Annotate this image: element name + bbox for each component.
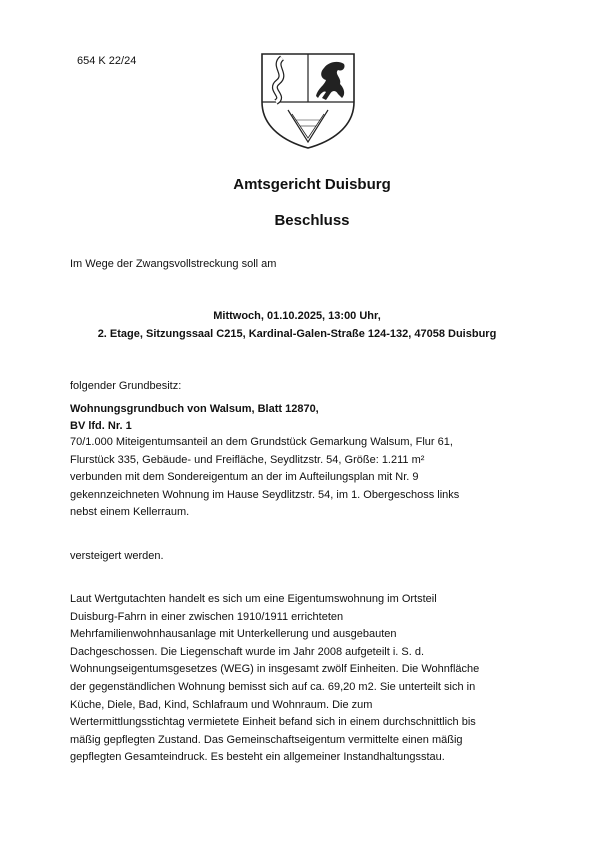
valuation-line: Duisburg-Fahrn in einer zwischen 1910/1911 errichteten [70,610,344,623]
valuation-line: der gegenständlichen Wohnung bemisst sich auf ca. 69,20 m2. Sie unterteilt sich in [70,680,476,693]
valuation-paragraph [70,591,530,767]
document-title: Beschluss [274,212,350,229]
property-line: nebst einem Kellerraum. [70,506,190,519]
coat-of-arms-icon [258,50,358,150]
valuation-line: Wohnungseigentumsgesetzes (WEG) in insgesamt zwölf Einheiten. Die Wohnfläche [70,663,480,676]
property-line: gekennzeichneten Wohnung im Hause Seydlitzstr. 54, im 1. Obergeschoss links [70,488,460,501]
valuation-line: Dachgeschossen. Die Liegenschaft wurde im Jahr 2008 aufgeteilt i. S. d. [70,645,425,658]
grundbuch-line: Wohnungsgrundbuch von Walsum, Blatt 12870, [70,403,319,415]
court-name: Amtsgericht Duisburg [233,176,391,193]
property-intro: folgender Grundbesitz: [70,380,182,392]
property-line: verbunden mit dem Sondereigentum an der im Aufteilungsplan mit Nr. 9 [70,471,419,484]
intro-text: Im Wege der Zwangsvollstreckung soll am [70,258,277,270]
property-line: 70/1.000 Miteigentumsanteil an dem Grundstück Gemarkung Walsum, Flur 61, [70,436,453,448]
valuation-line: mäßig gepflegten Zustand. Das Gemeinschaftseigentum vermittelte einen mäßig [70,733,463,746]
valuation-line: gepflegten Gesamteindruck. Es besteht ein allgemeiner Instandhaltungsstau. [70,751,445,764]
date-line: Mittwoch, 01.10.2025, 13:00 Uhr, [213,310,381,322]
valuation-line: Laut Wertgutachten handelt es sich um eine Eigentumswohnung im Ortsteil [70,593,437,605]
property-description [70,434,530,522]
bv-line: BV lfd. Nr. 1 [70,420,132,432]
auction-text: versteigert werden. [70,550,164,562]
property-line: Flurstück 335, Gebäude- und Freifläche, Seydlitzstr. 54, Größe: 1.211 m² [70,453,425,466]
valuation-line: Wertermittlungsstichtag vermietete Einheit befand sich in einem durchschnittlich bis [70,716,476,729]
location-line: 2. Etage, Sitzungssaal C215, Kardinal-Galen-Straße 124-132, 47058 Duisburg [97,328,497,340]
case-reference: 654 K 22/24 [77,55,137,67]
valuation-line: Mehrfamilienwohnhausanlage mit Unterkellerung und ausgebauten [70,628,397,641]
valuation-line: Küche, Diele, Bad, Kind, Schlafraum und Wohnraum. Die zum [70,698,373,711]
